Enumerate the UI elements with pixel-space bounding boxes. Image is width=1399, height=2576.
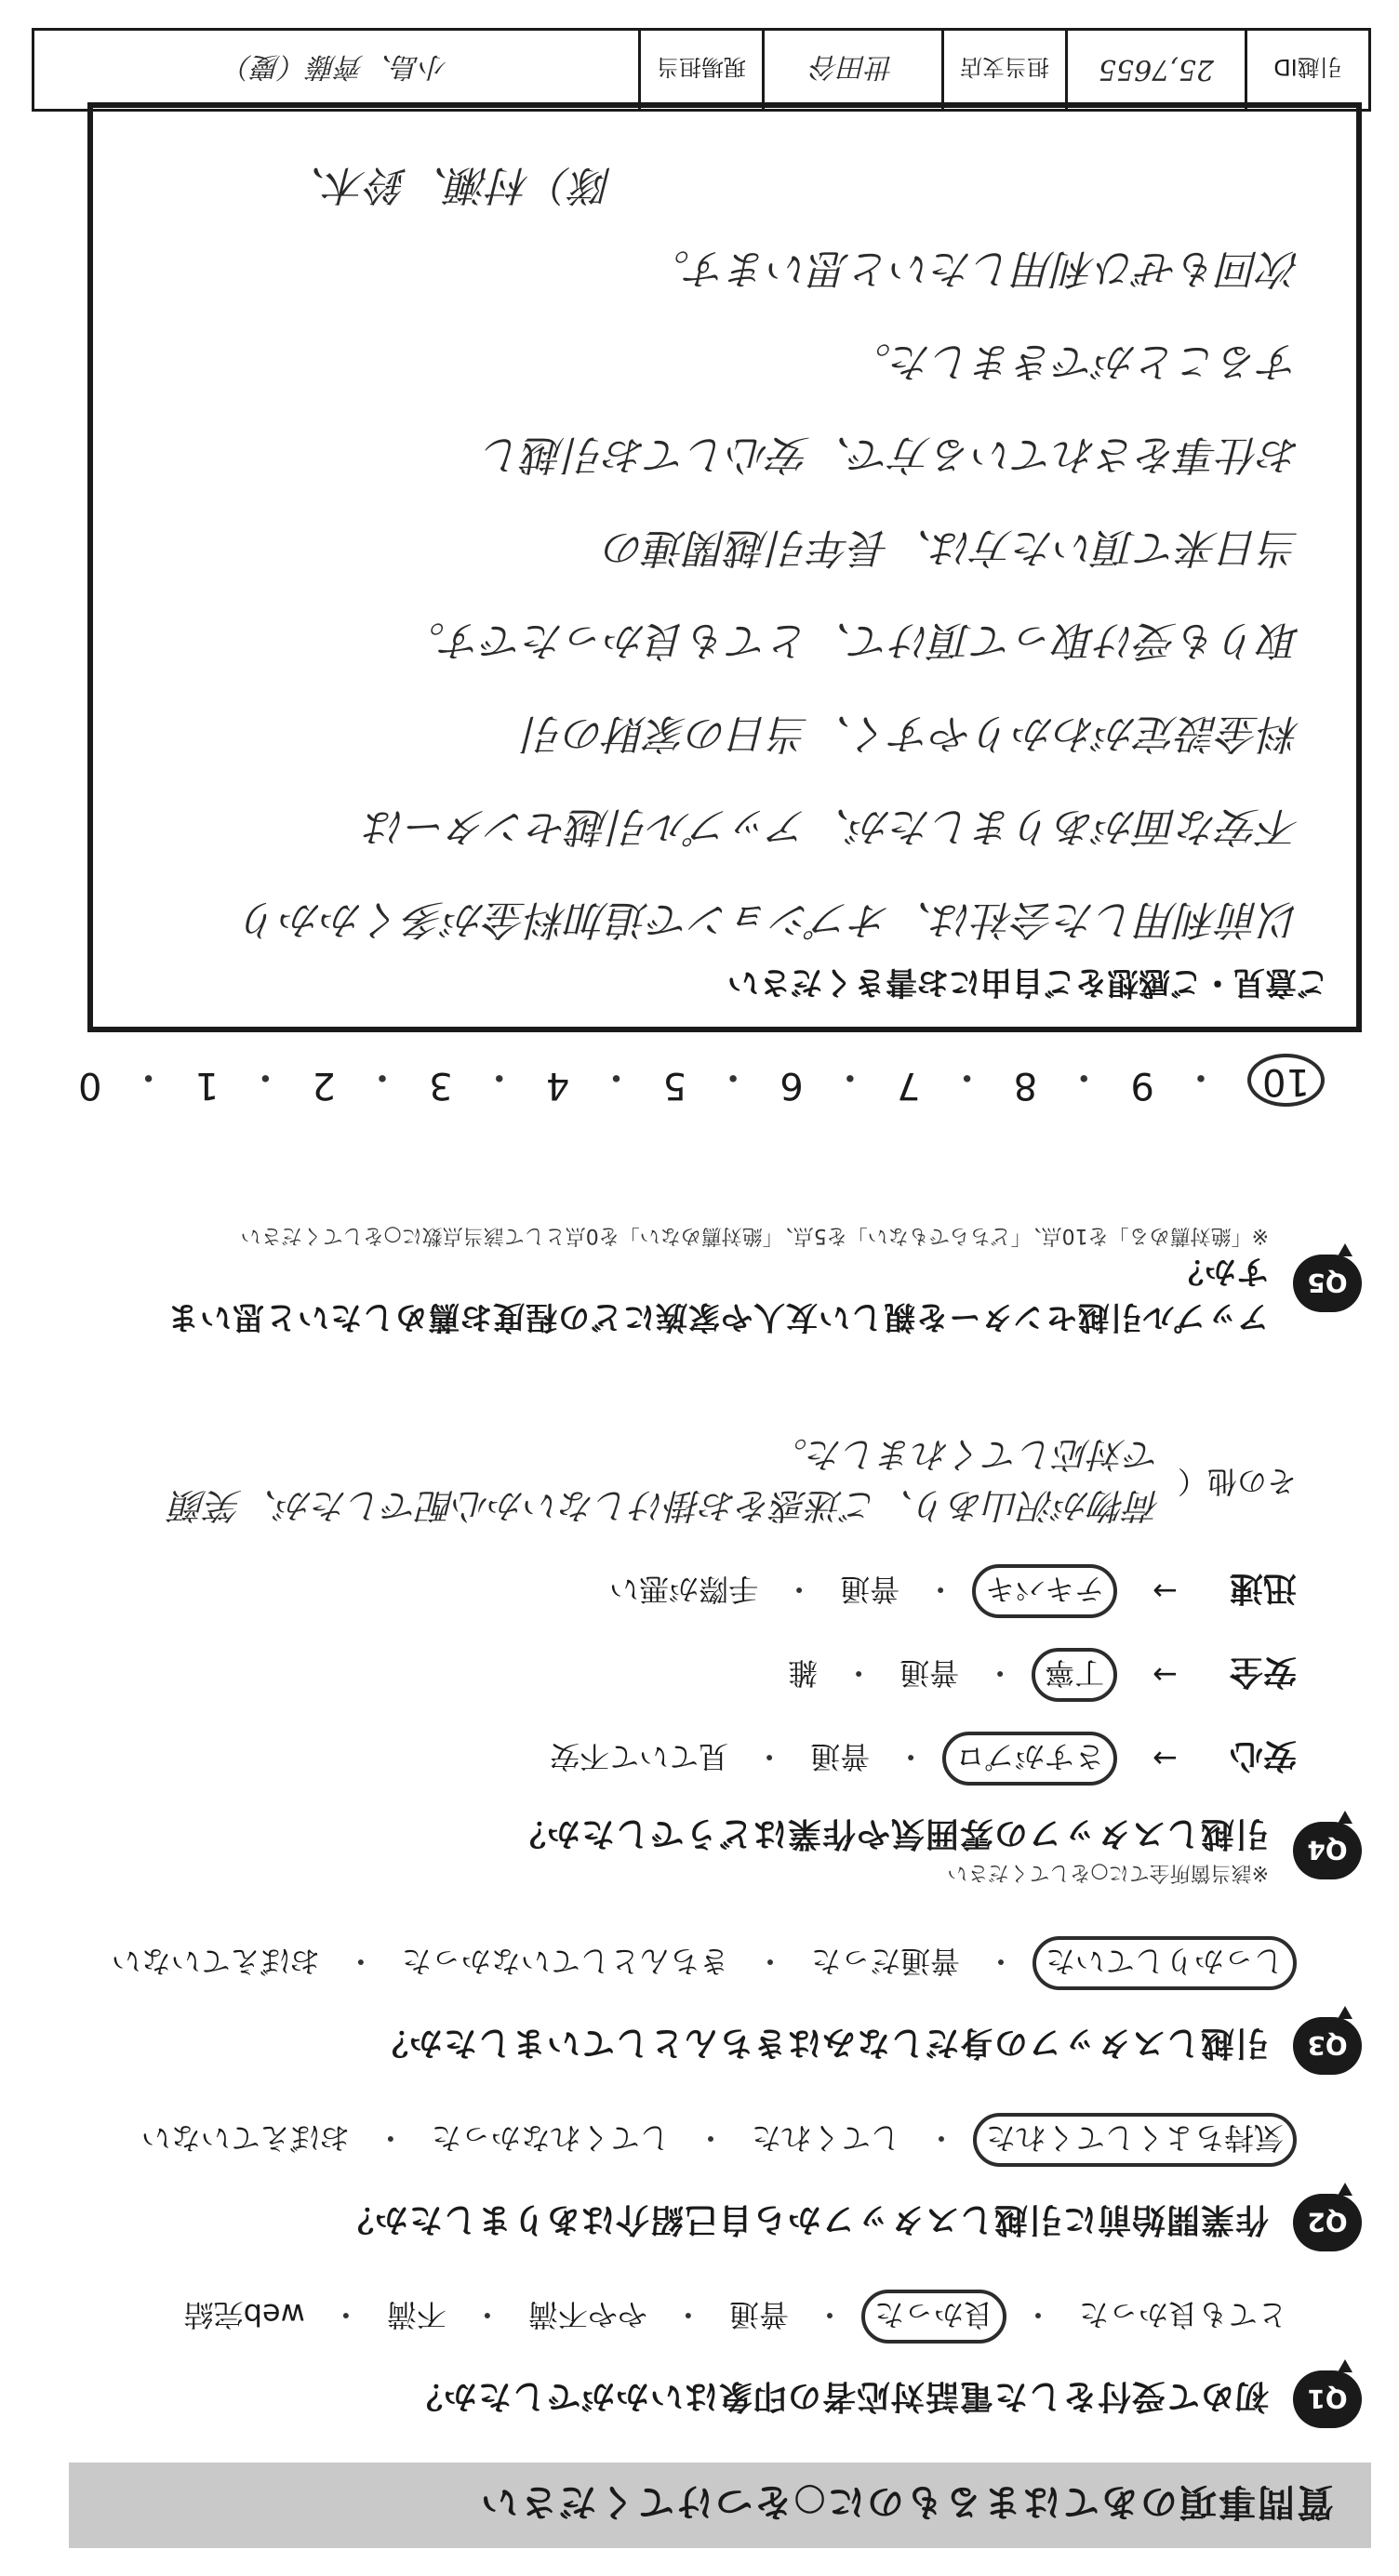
arrow-right-icon: → [1153, 1657, 1178, 1693]
q4-option[interactable]: 普通 [840, 1572, 900, 1607]
q4-note: ※該当箇所全てに○をしてください [947, 1861, 1269, 1884]
q2-option[interactable]: してくれた [751, 2120, 900, 2156]
q5-score[interactable]: 1 [194, 1064, 220, 1107]
q2-option[interactable]: おぼえていない [140, 2120, 350, 2156]
q4-option-selected[interactable]: テキパキ [972, 1564, 1117, 1618]
q1-option[interactable]: 不満 [386, 2297, 446, 2332]
q4-row-anshin: 安心 → さすがプロ ・ 普通 ・ 見ていて不安 [87, 1732, 1297, 1786]
q5-score[interactable]: 2 [312, 1064, 336, 1107]
q5-text: アップル引越センターを親しい友人や家族にどの程度お薦めしたいと思いますか？ [167, 1253, 1269, 1336]
comment-line: 料金設定がわかりやすく、当日の家財の引 [523, 710, 1300, 757]
q4-row-label: 迅速 [1229, 1569, 1297, 1608]
comment-line: 当日来て頂いた方は、長年引越関連の [605, 524, 1300, 571]
q2-question [78, 2185, 1362, 2260]
q3-badge: Q3 [1293, 2017, 1362, 2075]
q5-score[interactable]: 0 [78, 1064, 102, 1107]
instruction-header [69, 2463, 1371, 2548]
q4-row-jinsoku: 迅速 → テキパキ ・ 普通 ・ 手際が悪い [87, 1564, 1297, 1618]
q5-scale: 10 ・ 9 ・ 8 ・ 7 ・ 6 ・ 5 ・ 4 ・ 3 ・ 2 ・ 1 ・ 0 [78, 1054, 1325, 1107]
q5-score[interactable]: 4 [545, 1064, 570, 1107]
comment-line: することができました。 [850, 338, 1300, 385]
q1-option[interactable]: とても良かった [1078, 2297, 1287, 2332]
q3-option[interactable]: 普通だった [810, 1944, 960, 1979]
q4-option[interactable]: 普通 [810, 1739, 871, 1774]
q3-text: 引越しスタッフの身だしなみはきちんとしていましたか？ [373, 2024, 1269, 2063]
q4-other-text[interactable]: 荷物が沢山あり、ご迷惑をお掛けしないか心配でしたが、笑顔で対応してくれました。 [170, 1434, 1161, 1526]
q5-score[interactable]: 6 [779, 1064, 804, 1107]
q5-badge: Q5 [1293, 1255, 1362, 1312]
q4-text: 引越しスタッフの雰囲気や作業はどうでしたか？ [511, 1814, 1269, 1852]
q1-option[interactable]: web完結 [183, 2297, 305, 2332]
q2-text: 作業開始前に引越しスタッフから自己紹介はありましたか？ [339, 2200, 1269, 2239]
staff-value: 小島、齊藤（慶） [224, 50, 448, 83]
branch-value: 世田谷 [762, 31, 941, 109]
comment-line: 取りも受け取って頂けて、とても良かったです。 [404, 617, 1300, 664]
q4-row-label: 安心 [1229, 1736, 1297, 1775]
q3-question [78, 2009, 1362, 2083]
instruction-text: 質問事項のあてはまるものに○をつけてください [479, 2480, 1334, 2524]
q3-option[interactable]: きちんとしていなかった [401, 1944, 729, 1979]
q4-row-anzen: 安全 → 丁寧 ・ 普通 ・ 雑 [87, 1648, 1297, 1702]
q3-option[interactable]: おぼえていない [111, 1944, 320, 1979]
id-strip [32, 28, 1371, 112]
q3-option-selected[interactable]: しっかりしていた [1033, 1936, 1297, 1990]
q1-badge: Q1 [1293, 2370, 1362, 2428]
comment-signature: 隊）村瀬、鈴木、 [285, 161, 612, 208]
branch-label: 担当支店 [941, 31, 1065, 109]
q5-score[interactable]: 9 [1130, 1064, 1154, 1107]
q1-question [78, 2362, 1362, 2437]
q4-option[interactable]: 手際が悪い [609, 1572, 759, 1607]
q4-option[interactable]: 普通 [899, 1655, 960, 1691]
q4-row-label: 安全 [1229, 1653, 1297, 1692]
comment-box[interactable] [87, 102, 1362, 1032]
q1-options: とても良かった ・ 良かった ・ 普通 ・ やや不満 ・ 不満 ・ web完結 [87, 2290, 1297, 2344]
q2-options: 気持ちよくしてくれた ・ してくれた ・ してくれなかった ・ おぼえていない [87, 2113, 1297, 2167]
q4-option[interactable]: 見ていて不安 [550, 1739, 729, 1774]
comment-line: 次回もぜひ利用したいと思います。 [648, 245, 1300, 292]
comment-title: ご意見・ご感想をご自由にお書きください [727, 963, 1328, 1001]
q5-score[interactable]: 3 [429, 1064, 453, 1107]
q3-options: しっかりしていた ・ 普通だった ・ きちんとしていなかった ・ おぼえていない [87, 1936, 1297, 1990]
q4-option-selected[interactable]: 丁寧 [1032, 1648, 1117, 1702]
q2-badge: Q2 [1293, 2194, 1362, 2251]
comment-line: お仕事をされている方で、安心してお引越し [482, 431, 1300, 478]
move-id-value: 25,7655 [1065, 31, 1245, 109]
q1-option[interactable]: 普通 [728, 2297, 789, 2332]
move-id-label: 引越ID [1245, 31, 1368, 109]
q5-question [78, 1224, 1362, 1339]
comment-line: 以前利用した会社は、オプションで追加料金が多くかかり [239, 896, 1300, 943]
q5-score[interactable]: 5 [662, 1064, 687, 1107]
q2-option[interactable]: してくれなかった [431, 2120, 670, 2156]
q4-option-selected[interactable]: さすがプロ [942, 1732, 1117, 1786]
q4-other-label: その他（ [1177, 1464, 1297, 1499]
q5-score[interactable]: 7 [896, 1064, 921, 1107]
q4-other [106, 1432, 1297, 1534]
q2-option-selected[interactable]: 気持ちよくしてくれた [973, 2113, 1297, 2167]
q4-question [78, 1813, 1362, 1888]
q1-text: 初めて受付をした電話対応者の印象はいかがでしたか？ [407, 2377, 1269, 2416]
q1-option[interactable]: やや不満 [527, 2297, 647, 2332]
q4-badge: Q4 [1293, 1822, 1362, 1879]
q5-note: ※「絶対薦める」を10点、「どちらでもない」を5点、「絶対薦めない」を0点として該当点数に○をしてください [240, 1224, 1269, 1248]
q5-score-selected[interactable]: 10 [1247, 1054, 1325, 1107]
arrow-right-icon: → [1153, 1741, 1178, 1776]
staff-label: 現場担当 [638, 31, 762, 109]
q5-score[interactable]: 8 [1013, 1064, 1038, 1107]
q1-option-selected[interactable]: 良かった [861, 2290, 1006, 2344]
arrow-right-icon: → [1153, 1573, 1178, 1609]
comment-line: 不安な面がありましたが、アップル引越センターは [365, 803, 1300, 850]
q4-option[interactable]: 雑 [788, 1655, 819, 1691]
